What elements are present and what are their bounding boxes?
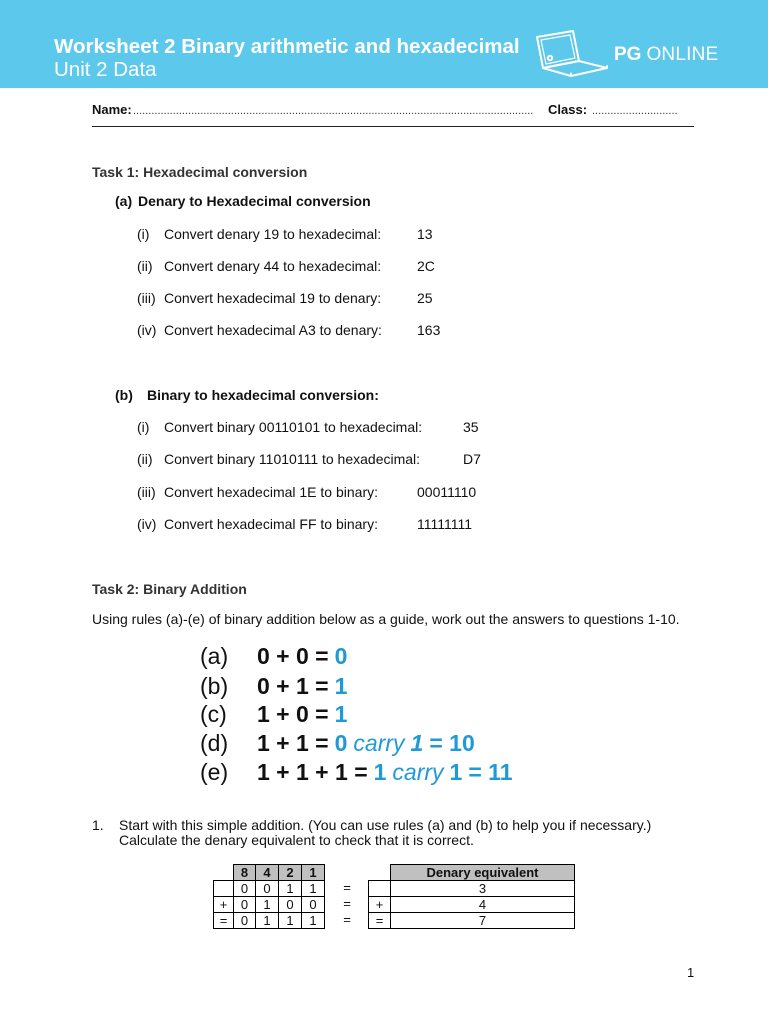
pg-online-logo	[530, 28, 730, 80]
question-answer: 2C	[417, 258, 435, 274]
laptop-icon	[530, 28, 610, 78]
table-header-cell: 2	[279, 865, 302, 881]
table-cell: 1	[256, 897, 279, 913]
rule-label: (d)	[200, 730, 229, 756]
question-row	[0, 484, 768, 500]
rule-carry-value: 1	[410, 730, 424, 756]
table-cell: 3	[391, 881, 575, 897]
question-row	[0, 451, 768, 467]
question-row	[0, 258, 768, 274]
table-cell: 0	[302, 897, 325, 913]
equals-sign: =	[343, 896, 351, 911]
question-1-line-2: Calculate the denary equivalent to check that it is correct.	[119, 832, 474, 848]
question-number: (iii)	[137, 290, 156, 306]
worksheet-title: Worksheet 2 Binary arithmetic and hexadecimal	[54, 35, 520, 58]
question-answer: 00011110	[417, 484, 477, 500]
table-cell: 0	[234, 913, 256, 929]
table-cell: 0	[234, 897, 256, 913]
question-prompt: Convert hexadecimal FF to binary:	[164, 516, 378, 532]
question-prompt: Convert binary 00110101 to hexadecimal:	[164, 419, 423, 435]
table-cell: 0	[234, 881, 256, 897]
rule-b	[200, 673, 347, 699]
rule-d	[200, 730, 475, 756]
rule-result: 1	[373, 759, 387, 785]
question-row	[0, 322, 768, 338]
rule-label: (e)	[200, 759, 229, 785]
question-answer: 11111111	[417, 516, 473, 532]
rule-total: = 10	[429, 730, 475, 756]
table-cell: =	[369, 913, 391, 929]
page-number: 1	[687, 965, 695, 980]
rule-result: 0	[334, 643, 348, 669]
table-cell: 0	[256, 881, 279, 897]
brand-wordmark	[614, 44, 718, 66]
task1-heading: Task 1: Hexadecimal conversion	[92, 164, 308, 180]
class-label: Class:	[548, 102, 588, 117]
brand-online: ONLINE	[646, 44, 719, 65]
table-cell: =	[214, 913, 234, 929]
question-number: (i)	[137, 419, 150, 435]
question-answer: 163	[417, 322, 441, 338]
question-number: (iv)	[137, 322, 157, 338]
table-cell: 1	[279, 881, 302, 897]
question-number: (ii)	[137, 258, 153, 274]
question-row	[0, 419, 768, 435]
denary-equivalent-table	[368, 864, 575, 929]
part-b-heading: Binary to hexadecimal conversion:	[147, 387, 379, 403]
class-field[interactable]: ............................	[592, 105, 678, 117]
table-row	[369, 881, 575, 897]
task2-heading: Task 2: Binary Addition	[92, 581, 247, 597]
question-answer: D7	[463, 451, 481, 467]
rule-expression: 0 + 1 =	[257, 673, 329, 699]
rule-result: 1	[334, 673, 348, 699]
binary-addition-table	[213, 864, 325, 929]
rule-carry-value: 1	[449, 759, 463, 785]
rule-label: (a)	[200, 643, 229, 669]
table-cell: 1	[279, 913, 302, 929]
table-header-cell	[369, 865, 391, 881]
question-row	[0, 290, 768, 306]
table-cell: 0	[279, 897, 302, 913]
question-1-number: 1.	[92, 817, 104, 833]
rule-result: 0	[334, 730, 348, 756]
table-cell	[214, 881, 234, 897]
question-number: (iv)	[137, 516, 157, 532]
table-header-cell: Denary equivalent	[391, 865, 575, 881]
question-row	[0, 226, 768, 242]
header-divider	[92, 126, 694, 127]
table-cell: 4	[391, 897, 575, 913]
rule-expression: 1 + 1 =	[257, 730, 329, 756]
table-cell: 1	[302, 881, 325, 897]
question-number: (iii)	[137, 484, 156, 500]
header-banner	[0, 0, 768, 88]
part-a-heading: Denary to Hexadecimal conversion	[138, 193, 371, 209]
question-prompt: Convert hexadecimal 19 to denary:	[164, 290, 382, 306]
table-cell: +	[214, 897, 234, 913]
table-header-cell: 8	[234, 865, 256, 881]
question-number: (i)	[137, 226, 150, 242]
table-header-cell	[214, 865, 234, 881]
table-cell: 1	[302, 913, 325, 929]
table-row	[369, 913, 575, 929]
rule-e	[200, 759, 512, 785]
rule-a	[200, 643, 347, 669]
rule-result: 1	[334, 701, 348, 727]
table-row	[369, 897, 575, 913]
unit-subtitle: Unit 2 Data	[54, 58, 157, 81]
table-header-cell: 4	[256, 865, 279, 881]
task2-instructions: Using rules (a)-(e) of binary addition below as a guide, work out the answers to questions 1-10.	[92, 611, 680, 627]
rule-label: (c)	[200, 701, 227, 727]
question-prompt: Convert denary 19 to hexadecimal:	[164, 226, 382, 242]
part-b-label: (b)	[115, 387, 133, 403]
question-prompt: Convert binary 11010111 to hexadecimal:	[164, 451, 421, 467]
question-number: (ii)	[137, 451, 153, 467]
brand-pg: PG	[614, 44, 642, 65]
equals-sign: =	[343, 912, 351, 927]
table-row	[214, 897, 325, 913]
rule-carry-word: carry	[392, 759, 444, 785]
table-cell: +	[369, 897, 391, 913]
table-cell: 1	[256, 913, 279, 929]
question-prompt: Convert denary 44 to hexadecimal:	[164, 258, 382, 274]
rule-label: (b)	[200, 673, 229, 699]
name-label: Name:	[92, 102, 132, 117]
rule-expression: 0 + 0 =	[257, 643, 329, 669]
question-1-line-1: Start with this simple addition. (You can use rules (a) and (b) to help you if necessary.)	[119, 817, 652, 833]
table-row	[214, 881, 325, 897]
part-a-label: (a)	[115, 193, 133, 209]
rule-c	[200, 701, 347, 727]
table-header-cell: 1	[302, 865, 325, 881]
question-answer: 25	[417, 290, 433, 306]
rule-expression: 1 + 1 + 1 =	[257, 759, 368, 785]
question-prompt: Convert hexadecimal 1E to binary:	[164, 484, 378, 500]
table-cell	[369, 881, 391, 897]
table-cell: 7	[391, 913, 575, 929]
name-field[interactable]: ...................................................................................................................................	[133, 105, 534, 117]
question-row	[0, 516, 768, 532]
rule-expression: 1 + 0 =	[257, 701, 329, 727]
table-row	[214, 913, 325, 929]
rule-total: = 11	[468, 759, 513, 785]
question-answer: 35	[463, 419, 479, 435]
rule-carry-word: carry	[353, 730, 405, 756]
equals-sign: =	[343, 880, 351, 895]
question-answer: 13	[417, 226, 433, 242]
question-prompt: Convert hexadecimal A3 to denary:	[164, 322, 382, 338]
